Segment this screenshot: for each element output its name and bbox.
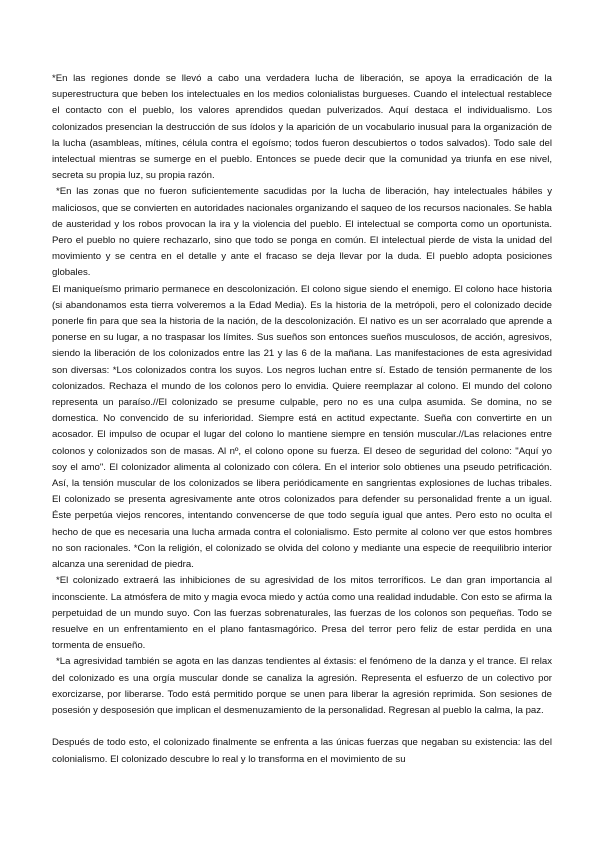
paragraph-liberation-regions: *En las regiones donde se llevó a cabo una verdadera lucha de liberación, se apoya la erradicación de la superestructura que beben los intelectuales en los medios colonialistas burgueses. Cuando el intelectual restablece el contacto con el pueblo, los valores aprendidos quedan pulverizados. Aquí destaca el individualismo. Los colonizados presencian la destrucción de sus ídolos y la aparición de un vocabulario inusual para la organización de la lucha (asambleas, mítines, célula contra el egoísmo; todos fueron descubiertos o todos salvados). Todo sale del intelectual mientras se sumerge en el pueblo. Entonces se puede decir que la comunidad ya triunfa en ese nivel, secreta su propia luz, su propia razón. bbox=[52, 73, 552, 182]
paragraph-myths: *El colonizado extraerá las inhibiciones de su agresividad de los mitos terroríficos. Le dan gran importancia al inconsciente. La atmósfera de mito y magia evoca miedo y actúa como una realidad indudable. Con esto se afirma la perpetuidad de un mundo suyo. Con las fuerzas sobrenaturales, las fuerzas de los colonos son pequeñas. Todo se resuelve en un enfrentamiento en el plano fantasmagórico. Presa del terror pero feliz de estar perdida en una tormenta de ensueño. bbox=[52, 575, 552, 652]
paragraph-unshaken-zones: *En las zonas que no fueron suficientemente sacudidas por la lucha de liberación, hay intelectuales hábiles y maliciosos, que se convierten en autoridades nacionales organizando el saqueo de los recursos nacionales. Se habla de austeridad y los robos provocan la ira y la violencia del pueblo. El intelectual se comporta como un oportunista. Pero el pueblo no quiere rechazarlo, sino que todo se ponga en común. El intelectual pierde de vista la unidad del movimiento y se centra en el detalle y ante el fracaso se deja llevar por la duda. El pueblo adopta posiciones globales. bbox=[52, 186, 552, 279]
paragraph-dances: *La agresividad también se agota en las danzas tendientes al éxtasis: el fenómeno de la danza y el trance. El relax del colonizado es una orgía muscular donde se canaliza la agresión. Representa el esfuerzo de un colectivo por exorcizarse, por liberarse. Todo está permitido porque se unen para liberar la agresión reprimida. Son sesiones de posesión y desposesión que implican el desmenuzamiento de la personalidad. Regresan al pueblo la calma, la paz. bbox=[52, 656, 552, 716]
paragraph-manichaeism: El maniqueísmo primario permanece en descolonización. El colono sigue siendo el enemigo. El colono hace historia (si abandonamos esta tierra volveremos a la Edad Media). Es la historia de la metrópoli, pero el colonizado decide ponerle fin para que sea la historia de la nación, de la descolonización. El nativo es un ser acorralado que aprende a ponerse en su lugar, a no traspasar los límites. Sus sueños son entonces sueños musculosos, de acción, agresivos, siendo la liberación de los colonizados entre las 21 y las 6 de la mañana. Las manifestaciones de esta agresividad son diversas: *Los colonizados contra los suyos. Los negros luchan entre sí. Estado de tensión permanente de los colonizados. Rechaza el mundo de los colonos pero lo envidia. Quiere reemplazar al colono. El mundo del colono representa un paraíso.//El colonizado se presume culpable, pero no es una culpa asumida. Se domina, no se domestica. No convencido de su inferioridad. Siempre está en actitud expectante. Sueña con convertirte en un acosador. El impulso de ocupar el lugar del colono lo mantiene siempre en tensión muscular.//Las relaciones entre colonos y colonizados son de masas. Al nº, el colono opone su fuerza. El deseo de seguridad del colono: "Aquí yo soy el amo". El colonizador alimenta al colonizado con cólera. En el interior solo obtienes una pseudo petrificación. Así, la tensión muscular de los colonizados se libera periódicamente en sangrientas explosiones de luchas tribales. El colonizado se presenta agresivamente ante otros colonizados para defender su personalidad frente a un igual. Éste perpetúa viejos rencores, intentando convencerse de que todo seguía igual que antes. Pero esto no oculta el hecho de que es necesaria una lucha armada contra el colonialismo. Esto permite al colono ver que estos hombres no son racionales. *Con la religión, el colonizado se olvida del colono y mediante una especie de reequilibrio interior alcanza una serenidad de piedra. bbox=[52, 283, 552, 571]
body-text bbox=[52, 71, 552, 768]
paragraph-conclusion: Después de todo esto, el colonizado finalmente se enfrenta a las únicas fuerzas que negaban su existencia: las del colonialismo. El colonizado descubre lo real y lo transforma en el movimiento de su bbox=[52, 737, 552, 765]
